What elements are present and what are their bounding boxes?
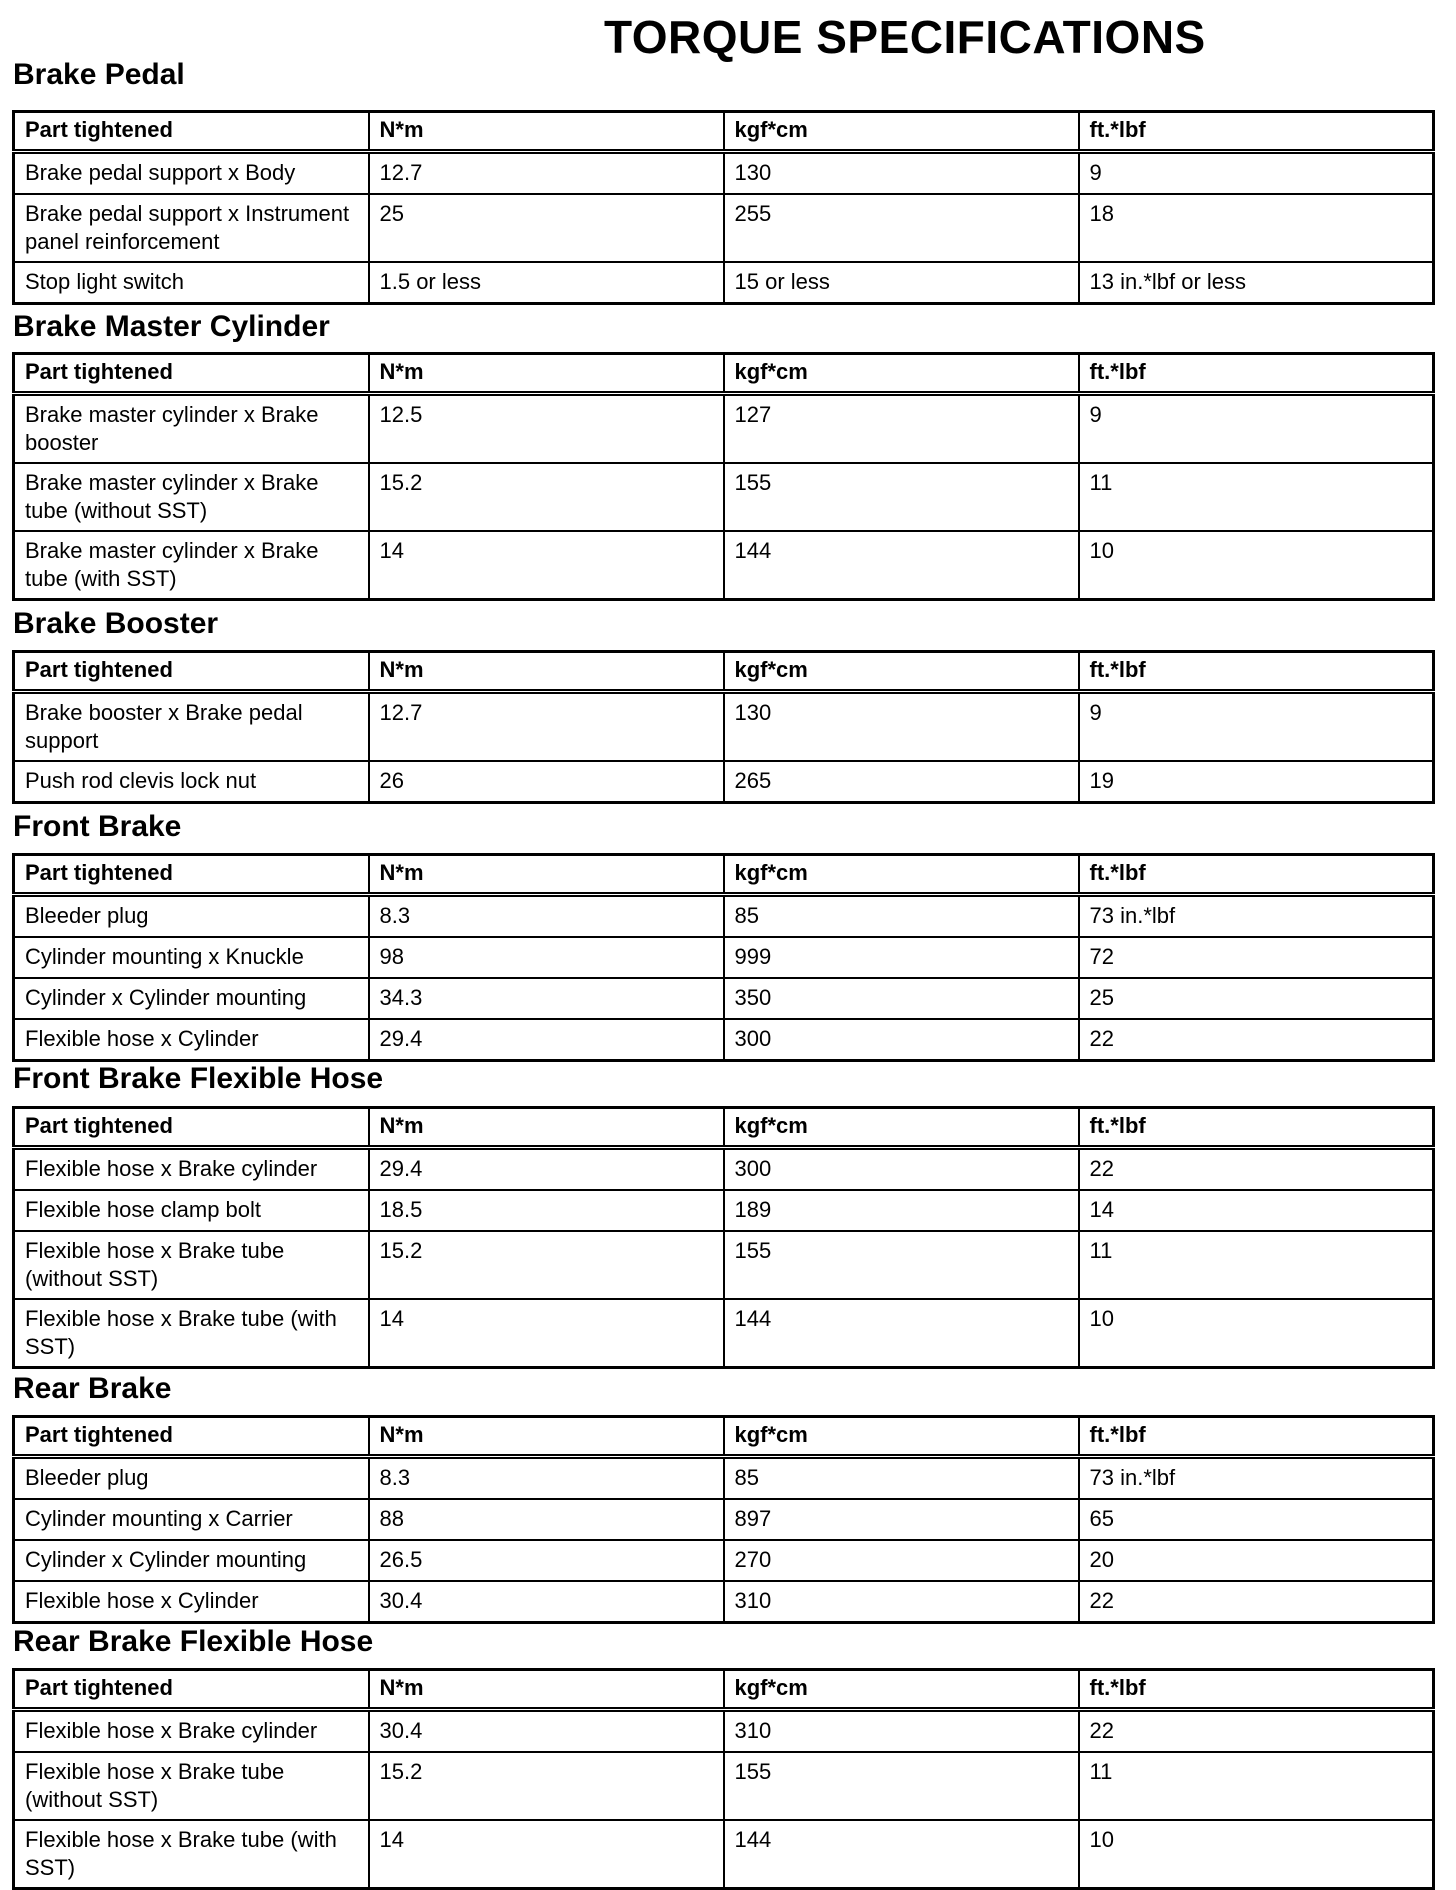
cell-nm: 26 [369, 761, 724, 803]
column-header-nm: N*m [369, 855, 724, 895]
section-title-rear-brake-flexible-hose: Rear Brake Flexible Hose [13, 1625, 374, 1658]
cell-kgfcm: 189 [724, 1190, 1079, 1231]
column-header-kgfcm: kgf*cm [724, 652, 1079, 692]
column-header-part: Part tightened [14, 112, 369, 152]
spec-table-front-brake [12, 853, 1435, 1062]
table-row [14, 895, 1434, 938]
spec-table-rear-brake [12, 1415, 1435, 1624]
cell-kgfcm: 15 or less [724, 262, 1079, 304]
cell-kgfcm: 265 [724, 761, 1079, 803]
cell-part: Flexible hose x Brake tube (with SST) [14, 1299, 369, 1368]
section-title-brake-master-cylinder: Brake Master Cylinder [13, 310, 330, 343]
column-header-nm: N*m [369, 112, 724, 152]
table-row [14, 262, 1434, 304]
table-header-row [14, 1670, 1434, 1710]
section-title-brake-booster: Brake Booster [13, 607, 219, 640]
column-header-kgfcm: kgf*cm [724, 1108, 1079, 1148]
cell-kgfcm: 155 [724, 1752, 1079, 1820]
cell-part: Brake booster x Brake pedal support [14, 692, 369, 762]
cell-ftlbf: 22 [1079, 1019, 1434, 1061]
cell-kgfcm: 130 [724, 692, 1079, 762]
cell-ftlbf: 9 [1079, 152, 1434, 195]
column-header-ftlbf: ft.*lbf [1079, 855, 1434, 895]
column-header-ftlbf: ft.*lbf [1079, 1417, 1434, 1457]
column-header-nm: N*m [369, 652, 724, 692]
section-title-front-brake-flexible-hose: Front Brake Flexible Hose [13, 1062, 384, 1095]
cell-kgfcm: 155 [724, 463, 1079, 531]
cell-ftlbf: 19 [1079, 761, 1434, 803]
cell-ftlbf: 11 [1079, 1752, 1434, 1820]
table-row [14, 1752, 1434, 1820]
table-header-row [14, 1108, 1434, 1148]
table-row [14, 1820, 1434, 1889]
table-row [14, 937, 1434, 978]
spec-table-brake-pedal [12, 110, 1435, 305]
cell-nm: 30.4 [369, 1581, 724, 1623]
cell-ftlbf: 22 [1079, 1710, 1434, 1753]
column-header-nm: N*m [369, 1670, 724, 1710]
column-header-part: Part tightened [14, 354, 369, 394]
cell-ftlbf: 14 [1079, 1190, 1434, 1231]
cell-part: Flexible hose clamp bolt [14, 1190, 369, 1231]
cell-ftlbf: 10 [1079, 531, 1434, 600]
column-header-kgfcm: kgf*cm [724, 112, 1079, 152]
table-row [14, 1499, 1434, 1540]
cell-nm: 14 [369, 1299, 724, 1368]
cell-nm: 18.5 [369, 1190, 724, 1231]
cell-nm: 14 [369, 1820, 724, 1889]
cell-ftlbf: 13 in.*lbf or less [1079, 262, 1434, 304]
table-header-row [14, 855, 1434, 895]
table-row [14, 1190, 1434, 1231]
table-row [14, 978, 1434, 1019]
cell-nm: 12.7 [369, 692, 724, 762]
cell-nm: 15.2 [369, 1752, 724, 1820]
column-header-kgfcm: kgf*cm [724, 1417, 1079, 1457]
cell-kgfcm: 300 [724, 1019, 1079, 1061]
column-header-ftlbf: ft.*lbf [1079, 652, 1434, 692]
cell-kgfcm: 310 [724, 1581, 1079, 1623]
column-header-part: Part tightened [14, 1108, 369, 1148]
column-header-kgfcm: kgf*cm [724, 354, 1079, 394]
cell-nm: 8.3 [369, 895, 724, 938]
cell-kgfcm: 127 [724, 394, 1079, 464]
cell-ftlbf: 9 [1079, 692, 1434, 762]
cell-part: Flexible hose x Brake cylinder [14, 1148, 369, 1191]
spec-table-rear-brake-flexible-hose [12, 1668, 1435, 1890]
cell-kgfcm: 144 [724, 1820, 1079, 1889]
cell-kgfcm: 85 [724, 895, 1079, 938]
cell-ftlbf: 73 in.*lbf [1079, 1457, 1434, 1500]
cell-part: Push rod clevis lock nut [14, 761, 369, 803]
cell-part: Brake pedal support x Instrument panel reinforcement [14, 194, 369, 262]
table-row [14, 1581, 1434, 1623]
table-row [14, 1148, 1434, 1191]
cell-part: Flexible hose x Brake tube (with SST) [14, 1820, 369, 1889]
cell-part: Brake master cylinder x Brake tube (with SST) [14, 531, 369, 600]
cell-kgfcm: 85 [724, 1457, 1079, 1500]
table-row [14, 1710, 1434, 1753]
table-row [14, 1299, 1434, 1368]
cell-kgfcm: 350 [724, 978, 1079, 1019]
table-header-row [14, 1417, 1434, 1457]
section-title-rear-brake: Rear Brake [13, 1372, 172, 1405]
column-header-part: Part tightened [14, 1670, 369, 1710]
cell-nm: 88 [369, 1499, 724, 1540]
table-row [14, 692, 1434, 762]
cell-part: Bleeder plug [14, 1457, 369, 1500]
cell-part: Flexible hose x Cylinder [14, 1581, 369, 1623]
column-header-kgfcm: kgf*cm [724, 855, 1079, 895]
spec-table-front-brake-flexible-hose [12, 1106, 1435, 1369]
section-title-brake-pedal: Brake Pedal [13, 58, 185, 91]
cell-ftlbf: 65 [1079, 1499, 1434, 1540]
column-header-ftlbf: ft.*lbf [1079, 1670, 1434, 1710]
cell-ftlbf: 25 [1079, 978, 1434, 1019]
column-header-ftlbf: ft.*lbf [1079, 1108, 1434, 1148]
spec-table-brake-booster [12, 650, 1435, 804]
cell-nm: 29.4 [369, 1019, 724, 1061]
cell-part: Cylinder x Cylinder mounting [14, 1540, 369, 1581]
cell-kgfcm: 270 [724, 1540, 1079, 1581]
column-header-kgfcm: kgf*cm [724, 1670, 1079, 1710]
cell-ftlbf: 20 [1079, 1540, 1434, 1581]
table-row [14, 194, 1434, 262]
cell-part: Brake master cylinder x Brake tube (without SST) [14, 463, 369, 531]
cell-ftlbf: 22 [1079, 1581, 1434, 1623]
cell-ftlbf: 10 [1079, 1299, 1434, 1368]
cell-ftlbf: 18 [1079, 194, 1434, 262]
cell-nm: 12.7 [369, 152, 724, 195]
cell-kgfcm: 255 [724, 194, 1079, 262]
cell-ftlbf: 9 [1079, 394, 1434, 464]
spec-table-brake-master-cylinder [12, 352, 1435, 601]
cell-part: Flexible hose x Brake tube (without SST) [14, 1752, 369, 1820]
cell-nm: 15.2 [369, 463, 724, 531]
cell-nm: 30.4 [369, 1710, 724, 1753]
section-title-front-brake: Front Brake [13, 810, 182, 843]
column-header-ftlbf: ft.*lbf [1079, 354, 1434, 394]
cell-part: Cylinder x Cylinder mounting [14, 978, 369, 1019]
column-header-part: Part tightened [14, 652, 369, 692]
cell-ftlbf: 73 in.*lbf [1079, 895, 1434, 938]
cell-part: Brake pedal support x Body [14, 152, 369, 195]
cell-nm: 8.3 [369, 1457, 724, 1500]
cell-kgfcm: 130 [724, 152, 1079, 195]
table-row [14, 394, 1434, 464]
cell-nm: 14 [369, 531, 724, 600]
cell-nm: 12.5 [369, 394, 724, 464]
table-row [14, 463, 1434, 531]
cell-ftlbf: 22 [1079, 1148, 1434, 1191]
cell-ftlbf: 11 [1079, 1231, 1434, 1299]
cell-nm: 29.4 [369, 1148, 724, 1191]
cell-kgfcm: 310 [724, 1710, 1079, 1753]
cell-kgfcm: 300 [724, 1148, 1079, 1191]
table-row [14, 1231, 1434, 1299]
cell-part: Flexible hose x Brake tube (without SST) [14, 1231, 369, 1299]
column-header-nm: N*m [369, 1108, 724, 1148]
cell-ftlbf: 11 [1079, 463, 1434, 531]
table-row [14, 1019, 1434, 1061]
cell-kgfcm: 999 [724, 937, 1079, 978]
table-header-row [14, 112, 1434, 152]
table-header-row [14, 652, 1434, 692]
table-row [14, 531, 1434, 600]
cell-part: Cylinder mounting x Carrier [14, 1499, 369, 1540]
cell-ftlbf: 10 [1079, 1820, 1434, 1889]
cell-kgfcm: 144 [724, 1299, 1079, 1368]
cell-kgfcm: 144 [724, 531, 1079, 600]
cell-nm: 25 [369, 194, 724, 262]
cell-part: Bleeder plug [14, 895, 369, 938]
cell-nm: 1.5 or less [369, 262, 724, 304]
table-row [14, 761, 1434, 803]
cell-kgfcm: 155 [724, 1231, 1079, 1299]
cell-nm: 98 [369, 937, 724, 978]
column-header-nm: N*m [369, 1417, 724, 1457]
cell-ftlbf: 72 [1079, 937, 1434, 978]
table-row [14, 1540, 1434, 1581]
cell-part: Flexible hose x Brake cylinder [14, 1710, 369, 1753]
cell-nm: 34.3 [369, 978, 724, 1019]
table-row [14, 152, 1434, 195]
column-header-ftlbf: ft.*lbf [1079, 112, 1434, 152]
cell-part: Cylinder mounting x Knuckle [14, 937, 369, 978]
cell-kgfcm: 897 [724, 1499, 1079, 1540]
cell-part: Brake master cylinder x Brake booster [14, 394, 369, 464]
column-header-nm: N*m [369, 354, 724, 394]
cell-part: Stop light switch [14, 262, 369, 304]
table-row [14, 1457, 1434, 1500]
table-header-row [14, 354, 1434, 394]
cell-nm: 26.5 [369, 1540, 724, 1581]
cell-part: Flexible hose x Cylinder [14, 1019, 369, 1061]
column-header-part: Part tightened [14, 855, 369, 895]
column-header-part: Part tightened [14, 1417, 369, 1457]
cell-nm: 15.2 [369, 1231, 724, 1299]
document-title: TORQUE SPECIFICATIONS [604, 11, 1206, 63]
